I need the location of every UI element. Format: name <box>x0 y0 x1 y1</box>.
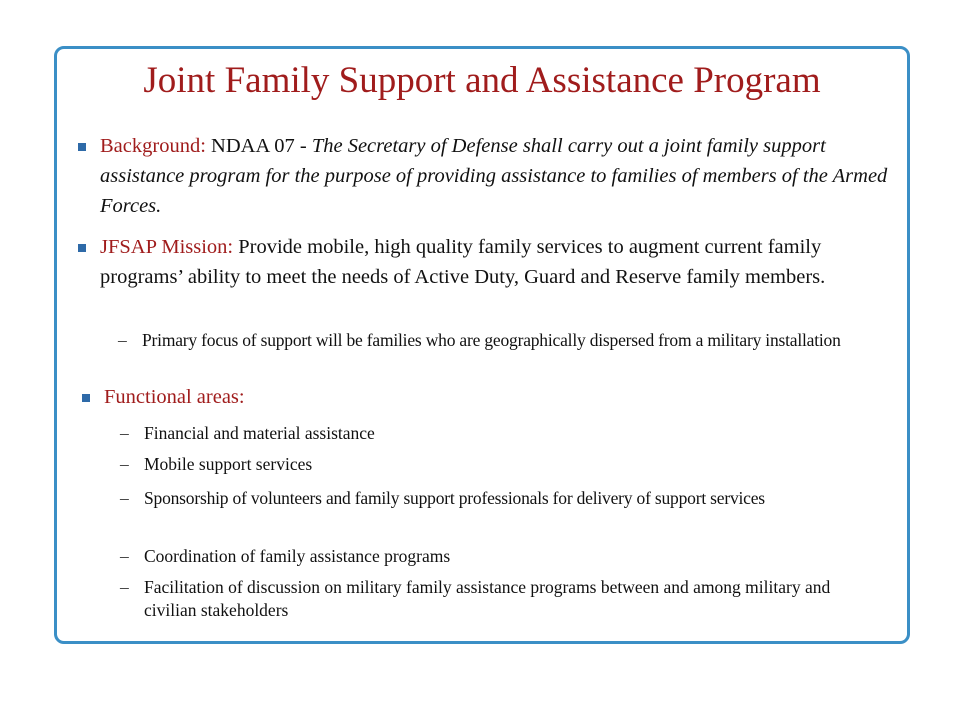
dash-marker: – <box>120 454 129 474</box>
subitem-text: Sponsorship of volunteers and family support professionals for delivery of support services <box>144 488 765 508</box>
dash-marker: – <box>120 546 129 566</box>
subitem-text: Coordination of family assistance programs <box>144 546 451 566</box>
functional-subitem <box>120 453 900 476</box>
functional-subitem <box>120 576 874 622</box>
bullet-text: Provide mobile, high quality family services to augment current family programs’ ability to meet the needs of Active Duty, Guard and Reserve family members. <box>100 236 826 288</box>
slide-title: Joint Family Support and Assistance Program <box>143 60 821 101</box>
dash-marker: – <box>120 488 129 508</box>
functional-subitem <box>120 545 900 568</box>
subitem-text: Financial and material assistance <box>144 423 375 443</box>
bullet-lead: NDAA 07 - <box>211 135 307 157</box>
square-bullet-icon <box>78 143 86 151</box>
functional-subitem <box>120 422 900 445</box>
bullet-label: Background: <box>100 135 206 157</box>
subitem-text: Primary focus of support will be families who are geographically dispersed from a military installation <box>142 330 841 350</box>
bullet-mission <box>100 232 900 292</box>
square-bullet-icon <box>82 394 90 402</box>
dash-marker: – <box>120 423 129 443</box>
dash-marker: – <box>120 577 129 597</box>
dash-marker: – <box>118 330 127 350</box>
bullet-label: JFSAP Mission: <box>100 236 234 258</box>
bullet-functional-areas <box>104 382 904 412</box>
square-bullet-icon <box>78 244 86 252</box>
bullet-quote: The Secretary of Defense shall carry out a joint family support assistance program for the purpose of providing assistance to families of members of the Armed Forces. <box>100 135 888 217</box>
subitem-text: Mobile support services <box>144 454 313 474</box>
bullet-label: Functional areas: <box>104 386 245 408</box>
subitem-text: Facilitation of discussion on military family assistance programs between and among military and civilian stakeholders <box>144 577 831 620</box>
mission-subitem <box>118 329 902 352</box>
bullet-background <box>100 131 900 221</box>
functional-subitem <box>120 487 900 510</box>
